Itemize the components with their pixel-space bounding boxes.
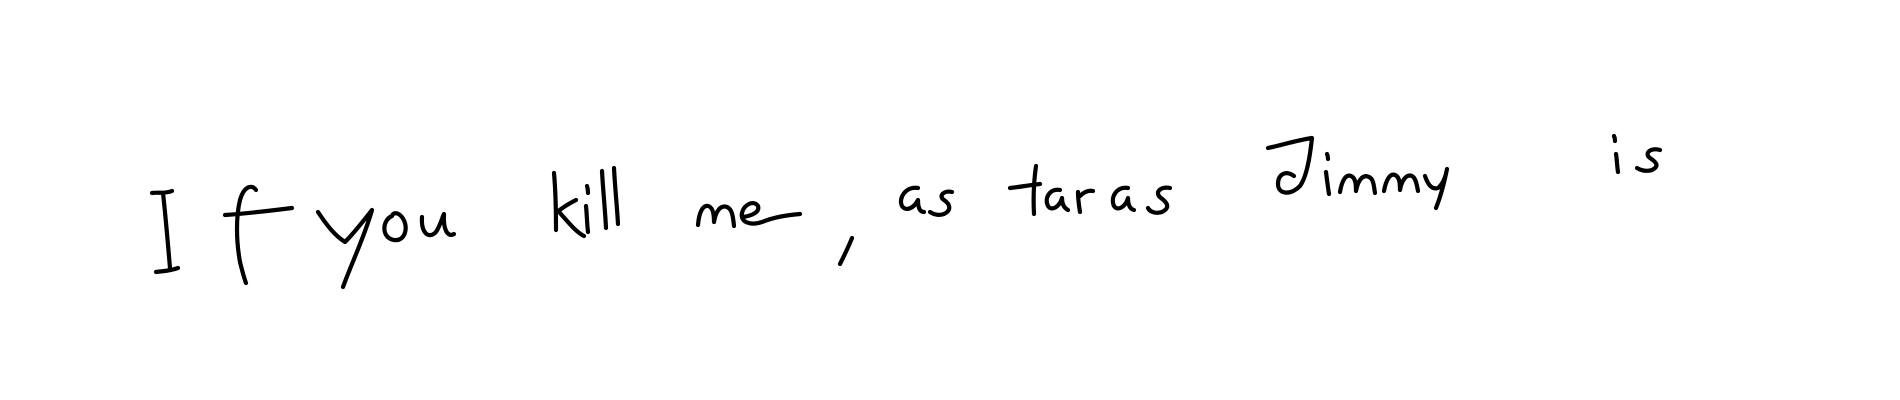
glyph-u (422, 214, 454, 235)
glyph-l2 (614, 168, 618, 224)
glyph-o (384, 213, 405, 240)
glyph-m3 (1384, 175, 1418, 191)
glyph-s1 (930, 192, 952, 215)
glyph-J (1268, 138, 1312, 193)
glyph-k (554, 173, 584, 236)
glyph-m2 (1340, 176, 1375, 193)
glyph-comma (840, 238, 852, 264)
glyph-a3 (1113, 188, 1134, 210)
glyph-r (1078, 191, 1093, 212)
glyph-m (698, 206, 734, 226)
glyph-i3 (1614, 136, 1618, 172)
glyph-i2 (1326, 154, 1329, 194)
glyph-s2 (1148, 188, 1170, 213)
glyph-t (1010, 166, 1040, 214)
glyph-y (318, 210, 372, 287)
glyph-a1 (901, 188, 924, 212)
handwriting-transcript (20, 350, 1880, 366)
glyph-a2 (1047, 190, 1068, 210)
glyph-s3 (1637, 149, 1660, 171)
glyph-I (152, 191, 178, 272)
glyph-f (225, 187, 292, 283)
glyph-i1 (586, 186, 588, 232)
glyph-l1 (602, 171, 606, 228)
glyph-e (742, 203, 800, 223)
glyph-y2 (1425, 169, 1447, 208)
